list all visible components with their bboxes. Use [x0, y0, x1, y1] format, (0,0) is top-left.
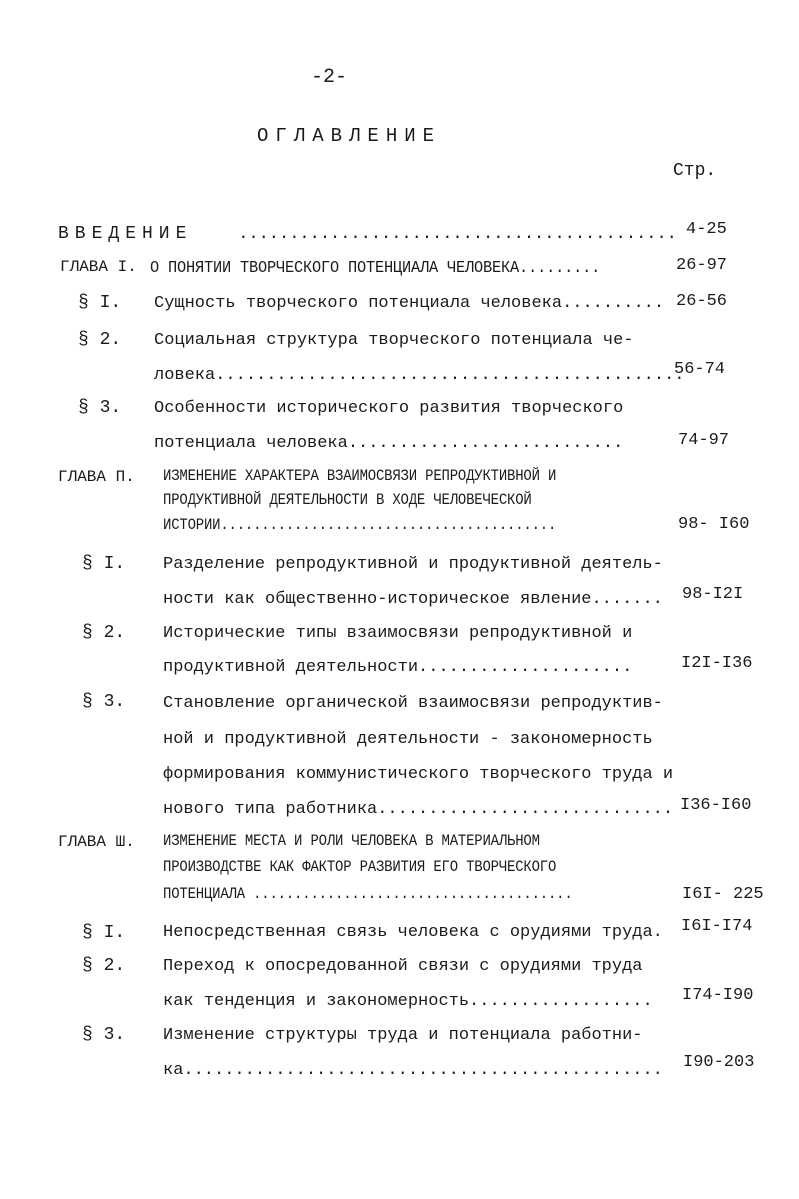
page-title: ОГЛАВЛЕНИЕ — [257, 125, 442, 147]
ch1-section-2-number: § 2. — [78, 330, 122, 350]
ch3-section-1-number: § I. — [82, 923, 126, 943]
ch2-section-2-number: § 2. — [82, 623, 126, 643]
ch3-section-2-pages: I74-I90 — [682, 986, 754, 1005]
chapter-2-pages: 98- I60 — [678, 515, 750, 534]
ch1-section-3-title-line1: Особенности исторического развития творческого — [154, 399, 624, 418]
chapter-3-title-line2: ПРОИЗВОДСТВЕ КАК ФАКТОР РАЗВИТИЯ ЕГО ТВОРЧЕСКОГО — [163, 858, 557, 876]
intro-leader: ........................................... — [228, 225, 677, 244]
ch3-section-3-title-line1: Изменение структуры труда и потенциала работни- — [163, 1026, 643, 1045]
ch1-section-2-title-line2: ловека.............................................. — [154, 366, 685, 385]
ch2-section-3-number: § 3. — [82, 692, 126, 712]
chapter-3-label: ГЛАВА Ш. — [58, 833, 135, 851]
ch2-section-1-title-line2: ности как общественно-историческое явление....... — [163, 590, 663, 609]
ch1-section-1-number: § I. — [78, 293, 122, 313]
chapter-3-pages: I6I- 225 — [682, 885, 764, 904]
page-number: -2- — [311, 66, 348, 89]
ch3-section-1-pages: I6I-I74 — [681, 917, 753, 936]
ch2-section-1-number: § I. — [82, 554, 126, 574]
chapter-2-title-line1: ИЗМЕНЕНИЕ ХАРАКТЕРА ВЗАИМОСВЯЗИ РЕПРОДУКТИВНОЙ И — [163, 467, 557, 485]
ch2-section-3-title-line4: нового типа работника............................. — [163, 800, 674, 819]
chapter-1-label: ГЛАВА I. — [60, 258, 137, 276]
chapter-2-label: ГЛАВА П. — [58, 468, 135, 486]
chapter-2-title-line2: ПРОДУКТИВНОЙ ДЕЯТЕЛЬНОСТИ В ХОДЕ ЧЕЛОВЕЧЕСКОЙ — [163, 491, 532, 509]
ch2-section-1-pages: 98-I2I — [682, 585, 744, 604]
chapter-1-pages: 26-97 — [676, 256, 728, 275]
ch3-section-1-title: Непосредственная связь человека с орудиями труда. — [163, 923, 663, 942]
ch2-section-1-title-line1: Разделение репродуктивной и продуктивной деятель- — [163, 555, 663, 574]
ch1-section-3-number: § 3. — [78, 398, 122, 418]
ch1-section-3-title-line2: потенциала человека........................... — [154, 434, 624, 453]
ch2-section-3-title-line1: Становление органической взаимосвязи репродуктив- — [163, 694, 663, 713]
intro-pages: 4-25 — [686, 220, 727, 239]
ch2-section-2-pages: I2I-I36 — [681, 654, 753, 673]
ch1-section-1-pages: 26-56 — [676, 292, 728, 311]
chapter-2-title-line3: ИСТОРИИ......................................... — [163, 516, 557, 534]
ch3-section-3-number: § 3. — [82, 1025, 126, 1045]
ch3-section-3-pages: I90-203 — [683, 1053, 755, 1072]
ch1-section-1-title: Сущность творческого потенциала человека.......... — [154, 294, 665, 313]
ch3-section-2-title-line2: как тенденция и закономерность.................. — [163, 992, 653, 1011]
ch3-section-2-number: § 2. — [82, 956, 126, 976]
ch3-section-3-title-line2: ка............................................... — [163, 1061, 663, 1080]
ch2-section-2-title-line1: Исторические типы взаимосвязи репродуктивной и — [163, 624, 633, 643]
ch2-section-3-title-line2: ной и продуктивной деятельности - закономерность — [163, 730, 653, 749]
ch3-section-2-title-line1: Переход к опосредованной связи с орудиями труда — [163, 957, 643, 976]
page-column-label: Стр. — [673, 161, 717, 181]
ch1-section-2-pages: 56-74 — [674, 360, 726, 379]
ch2-section-2-title-line2: продуктивной деятельности..................... — [163, 658, 633, 677]
chapter-3-title-line1: ИЗМЕНЕНИЕ МЕСТА И РОЛИ ЧЕЛОВЕКА В МАТЕРИАЛЬНОМ — [163, 832, 540, 850]
ch1-section-2-title-line1: Социальная структура творческого потенциала че- — [154, 331, 634, 350]
ch1-section-3-pages: 74-97 — [678, 431, 730, 450]
chapter-3-title-line3: ПОТЕНЦИАЛА ....................................... — [163, 885, 573, 903]
ch2-section-3-pages: I36-I60 — [680, 796, 752, 815]
ch2-section-3-title-line3: формирования коммунистического творческого труда и — [163, 765, 674, 784]
intro-title: ВВЕДЕНИЕ — [58, 224, 193, 244]
chapter-1-title: О ПОНЯТИИ ТВОРЧЕСКОГО ПОТЕНЦИАЛА ЧЕЛОВЕКА......... — [150, 259, 601, 278]
